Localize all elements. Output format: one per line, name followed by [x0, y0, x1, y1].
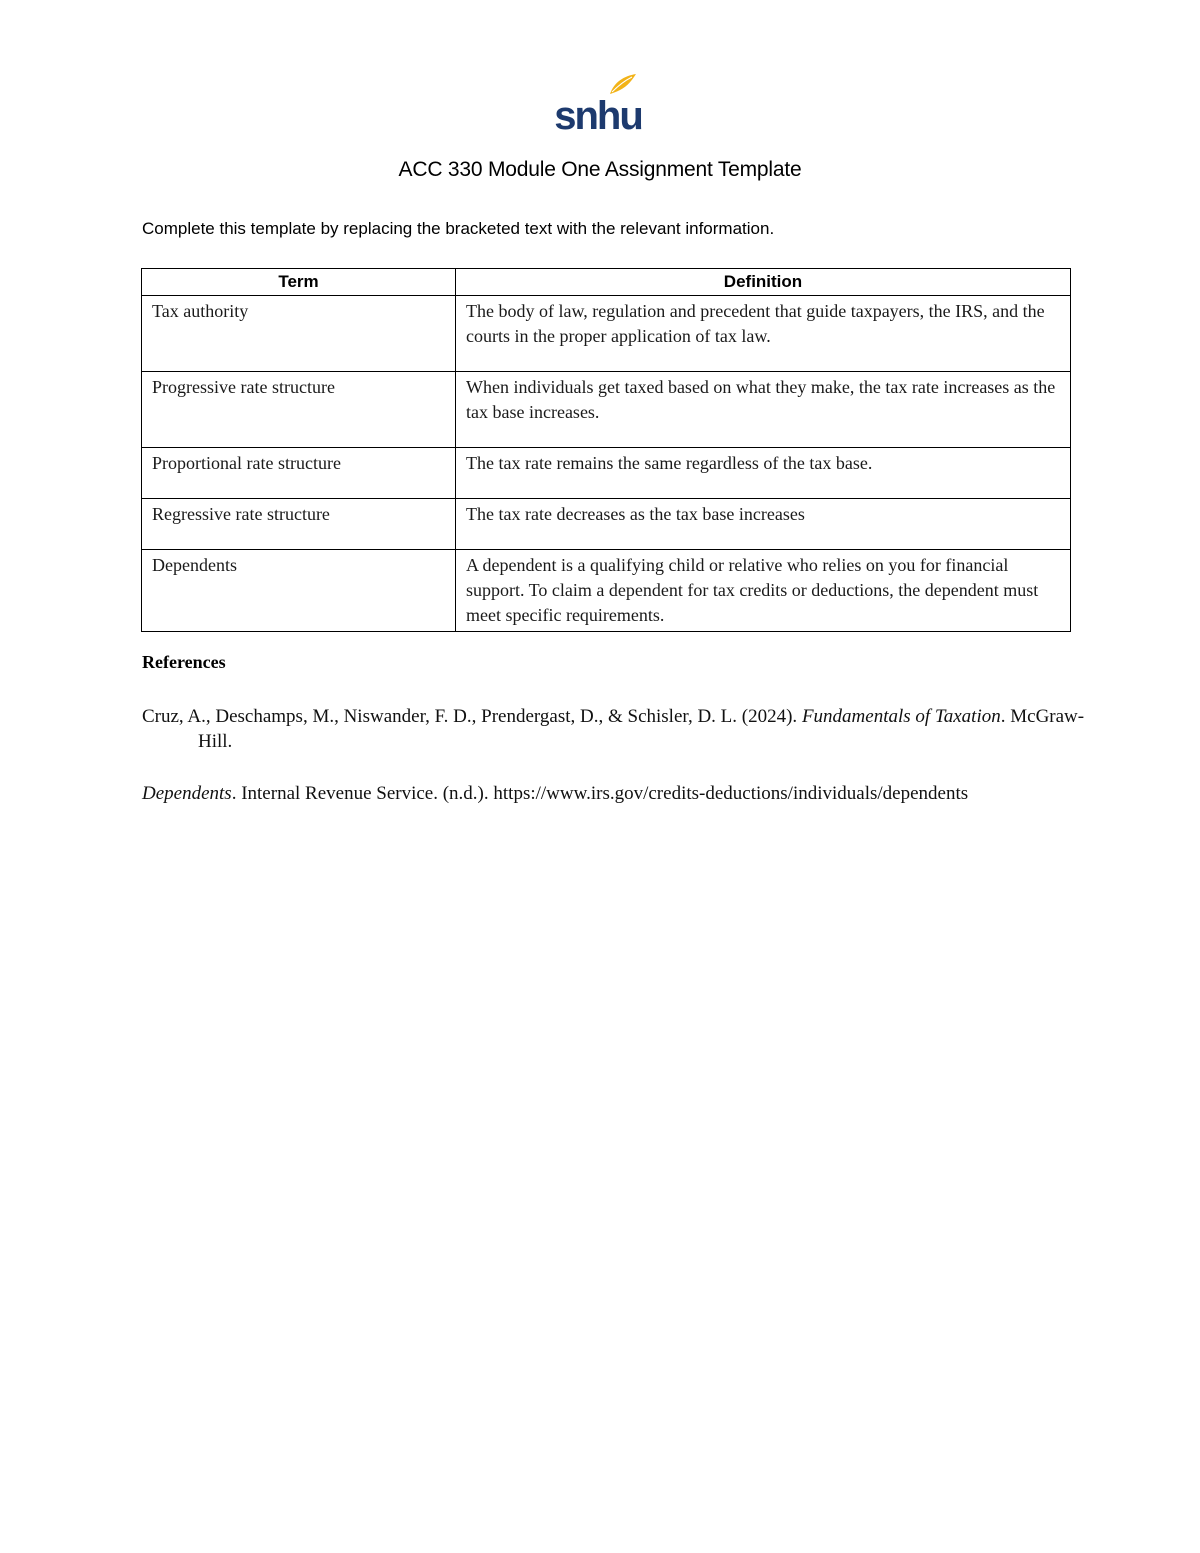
instructions-text: Complete this template by replacing the bracketed text with the relevant information. [142, 219, 775, 238]
snhu-logo [552, 72, 644, 136]
term-cell: Proportional rate structure [142, 448, 456, 499]
table-row [142, 550, 1071, 632]
definition-cell: The tax rate remains the same regardless of the tax base. [456, 448, 1071, 499]
table-header-row [142, 269, 1071, 296]
logo-leaf-icon [610, 74, 636, 94]
term-cell: Tax authority [142, 296, 456, 372]
table-row [142, 499, 1071, 550]
definition-cell: The body of law, regulation and precedent that guide taxpayers, the IRS, and the courts in the proper application of tax law. [456, 296, 1071, 372]
column-header-definition: Definition [456, 269, 1071, 296]
definition-cell: The tax rate decreases as the tax base increases [456, 499, 1071, 550]
table-row [142, 296, 1071, 372]
term-cell: Progressive rate structure [142, 372, 456, 448]
table-row [142, 448, 1071, 499]
reference-title: Dependents [142, 783, 232, 804]
references-heading: References [142, 652, 226, 672]
reference-entry [142, 781, 1118, 806]
column-header-term: Term [142, 269, 456, 296]
table-row [142, 372, 1071, 448]
term-cell: Dependents [142, 550, 456, 632]
terms-table [141, 268, 1071, 632]
reference-source: . Internal Revenue Service. (n.d.). https://www.irs.gov/credits-deductions/individuals/dependents [231, 783, 969, 804]
reference-publisher: . McGraw-Hill. [198, 706, 1085, 752]
logo-text: snhu [554, 94, 642, 136]
reference-authors: Cruz, A., Deschamps, M., Niswander, F. D., Prendergast, D., & Schisler, D. L. (2024). [142, 706, 802, 727]
definition-cell: A dependent is a qualifying child or relative who relies on you for financial support. To claim a dependent for tax credits or deductions, the dependent must meet specific requirements. [456, 550, 1071, 632]
reference-title: Fundamentals of Taxation [801, 706, 1001, 727]
definition-cell: When individuals get taxed based on what they make, the tax rate increases as the tax base increases. [456, 372, 1071, 448]
reference-entry [142, 704, 1118, 754]
term-cell: Regressive rate structure [142, 499, 456, 550]
page-title: ACC 330 Module One Assignment Template [398, 158, 802, 181]
